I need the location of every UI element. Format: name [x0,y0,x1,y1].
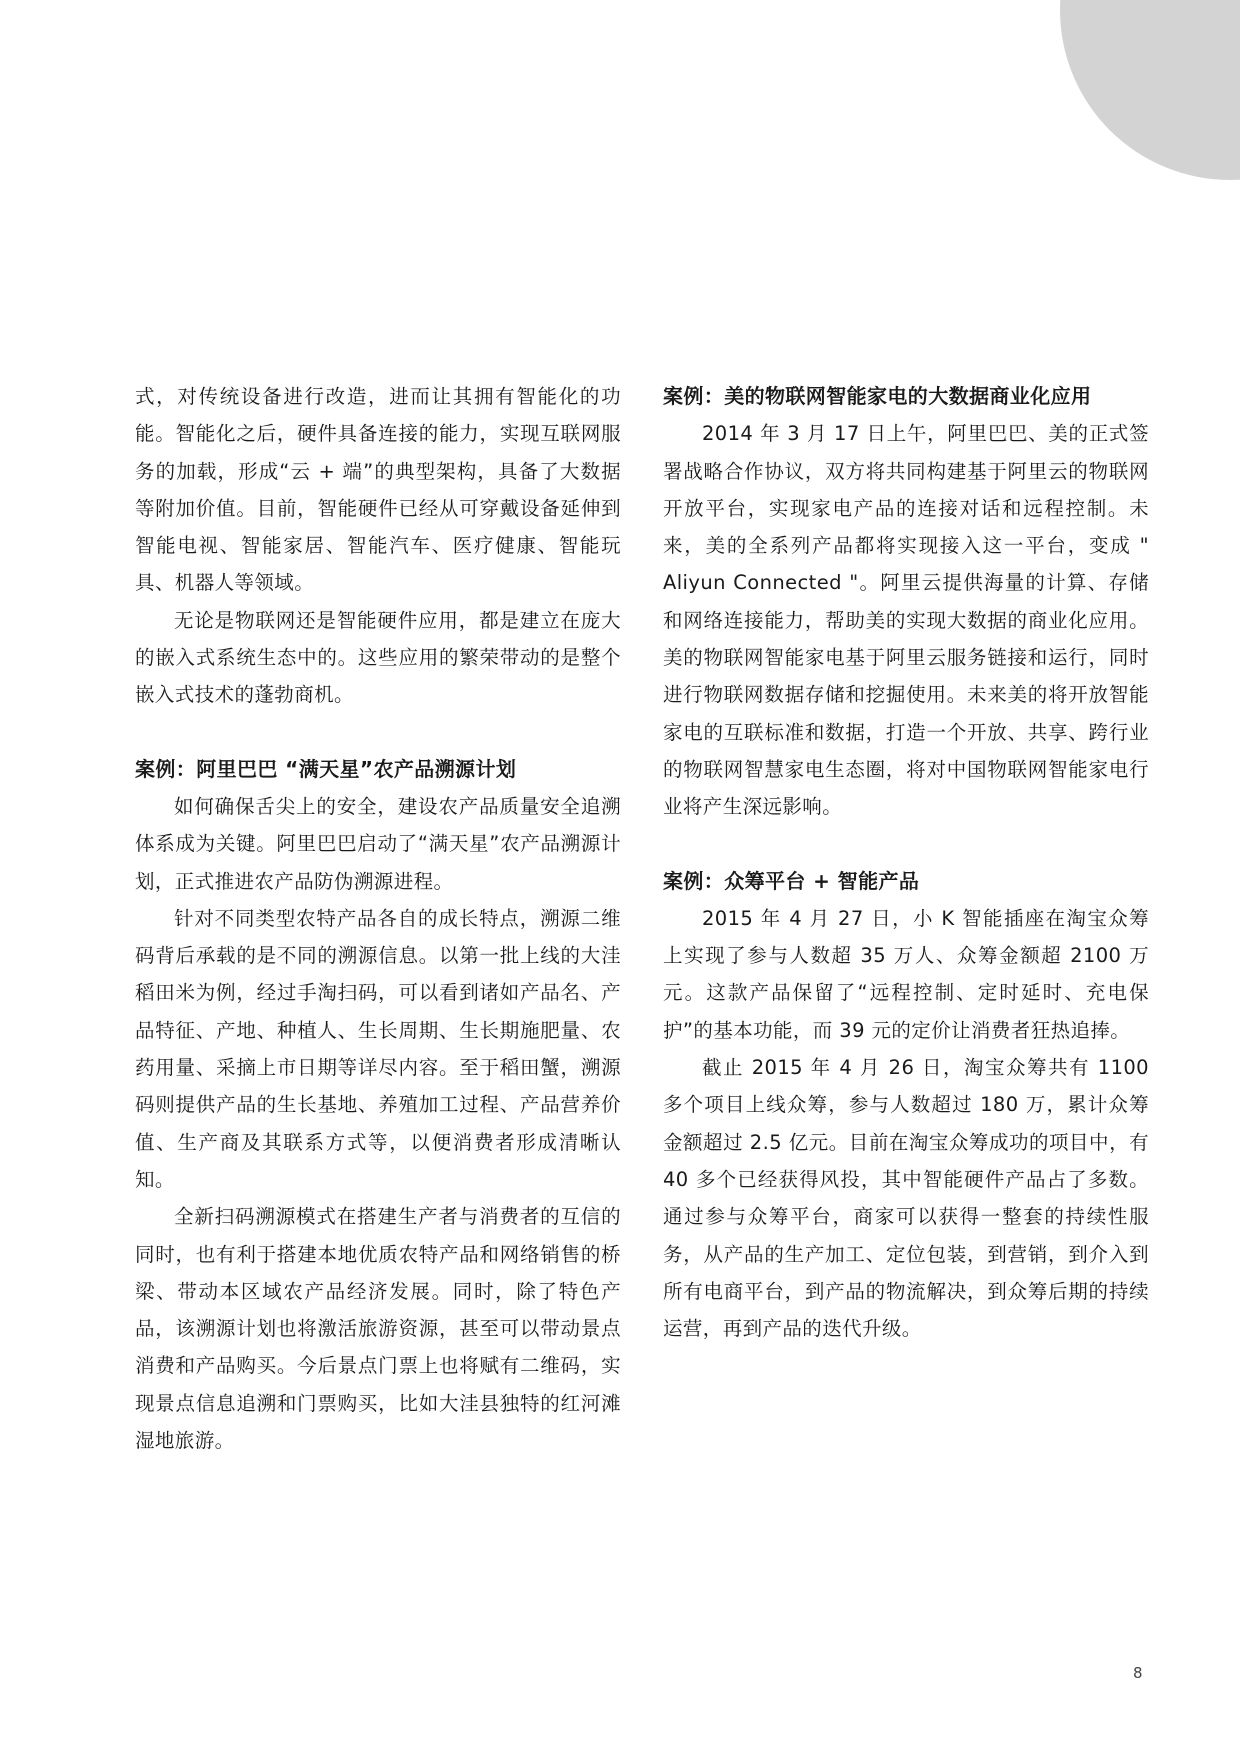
paragraph-iot-embedded: 无论是物联网还是智能硬件应用，都是建立在庞大的嵌入式系统生态中的。这些应用的繁荣带动的是整个嵌入式技术的蓬勃商机。 [135,608,621,707]
page-number: 8 [1133,1664,1143,1682]
case-3-paragraph: 截止 2015 年 4 月 26 日，淘宝众筹共有 1100 多个项目上线众筹，参与人数超过 180 万，累计众筹金额超过 2.5 亿元。目前在淘宝众筹成功的项目中，有 40 多个已经获得风投，其中智能硬件产品占了多数。通过参与众筹平台，商家可以获得一整套的持续性服务，从产品的生产加工、定位包装，到营销，到介入到所有电商平台，到产品的物流解决，到众筹后期的持续运营，再到产品的迭代升级。 [663,1056,1149,1341]
intro-paragraph: 式，对传统设备进行改造，进而让其拥有智能化的功能。智能化之后，硬件具备连接的能力，实现互联网服务的加载，形成“云 + 端”的典型架构，具备了大数据等附加价值。目前，智能硬件已经从可穿戴设备延伸到智能电视、智能家居、智能汽车、医疗健康、智能玩具、机器人等领域。 [135,385,621,595]
case-1-paragraph: 全新扫码溯源模式在搭建生产者与消费者的互信的同时，也有利于搭建本地优质农特产品和网络销售的桥梁、带动本区域农产品经济发展。同时，除了特色产品，该溯源计划也将激活旅游资源，甚至可以带动景点消费和产品购买。今后景点门票上也将赋有二维码，实现景点信息追溯和门票购买，比如大洼县独特的红河滩湿地旅游。 [135,1205,621,1453]
corner-decoration [1060,0,1240,180]
case-heading-crowdfunding: 案例：众筹平台 + 智能产品 [663,868,920,893]
case-1-paragraph: 针对不同类型农特产品各自的成长特点，溯源二维码背后承载的是不同的溯源信息。以第一批上线的大洼稻田米为例，经过手淘扫码，可以看到诸如产品名、产品特征、产地、种植人、生长周期、生长期施肥量、农药用量、采摘上市日期等详尽内容。至于稻田蟹，溯源码则提供产品的生长基地、养殖加工过程、产品营养价值、生产商及其联系方式等，以便消费者形成清晰认知。 [135,906,621,1191]
right-column [663,378,1149,1347]
case-1-paragraph: 如何确保舌尖上的安全，建设农产品质量安全追溯体系成为关键。阿里巴巴启动了“满天星”农产品溯源计划，正式推进农产品防伪溯源进程。 [135,794,621,893]
case-heading-midea-iot: 案例：美的物联网智能家电的大数据商业化应用 [663,384,1092,408]
case-heading-alibaba-traceability: 案例：阿里巴巴 “满天星”农产品溯源计划 [135,756,517,781]
case-3-paragraph: 2015 年 4 月 27 日，小 K 智能插座在淘宝众筹上实现了参与人数超 35 万人、众筹金额超 2100 万元。这款产品保留了“远程控制、定时延时、充电保护”的基本功能，而 39 元的定价让消费者狂热追捧。 [663,906,1149,1042]
left-column [135,378,621,1459]
case-2-paragraph: 2014 年 3 月 17 日上午，阿里巴巴、美的正式签署战略合作协议，双方将共同构建基于阿里云的物联网开放平台，实现家电产品的连接对话和远程控制。未来，美的全系列产品都将实现接入这一平台，变成 " Aliyun Connected "。阿里云提供海量的计算、存储和网络连接能力，帮助美的实现大数据的商业化应用。美的物联网智能家电基于阿里云服务链接和运行，同时进行物联网数据存储和挖掘使用。未来美的将开放智能家电的互联标准和数据，打造一个开放、共享、跨行业的物联网智慧家电生态圈，将对中国物联网智能家电行业将产生深远影响。 [663,422,1149,819]
